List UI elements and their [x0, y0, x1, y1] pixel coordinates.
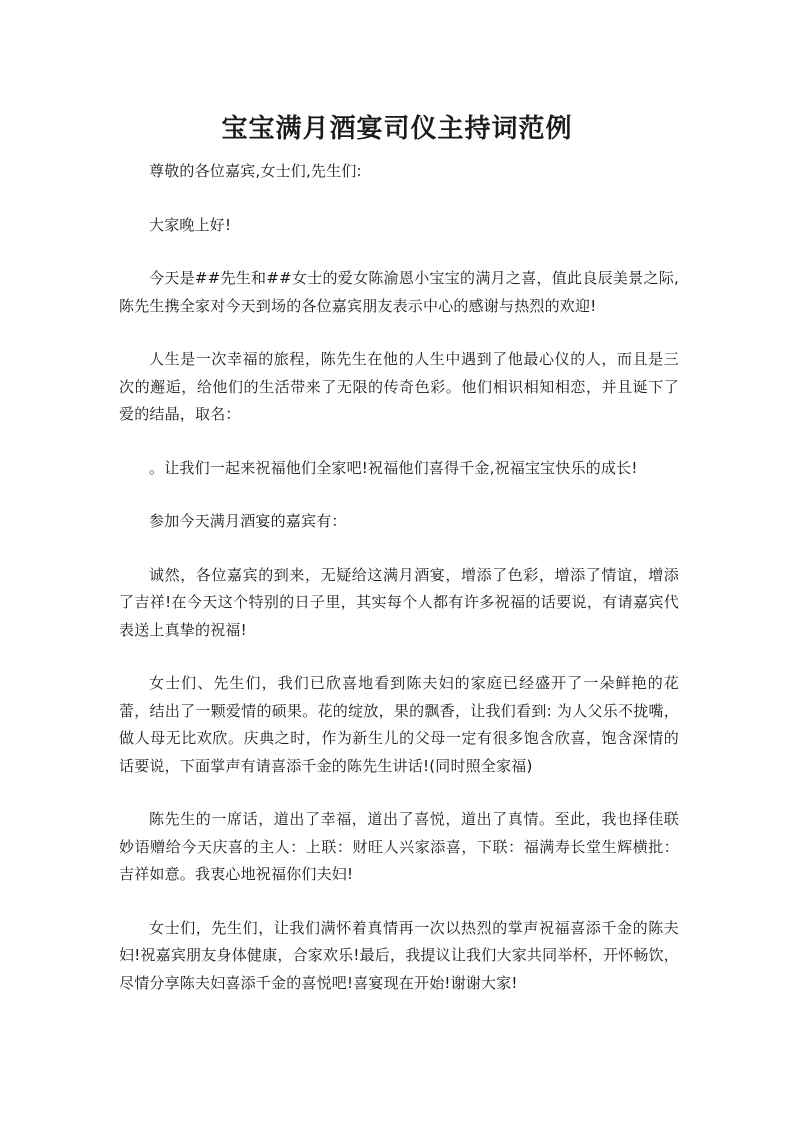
paragraph-good-evening: 大家晚上好! — [149, 215, 232, 234]
paragraph-parents-speech: 女士们、先生们，我们已欣喜地看到陈夫妇的家庭已经盛开了一朵鲜艳的花蕾，结出了一颗爱情的硕果。花的绽放，果的飘香，让我们看到: 为人父乐不拢嘴，做人母无比欢欣。庆典之时，作为新生儿的父母一定有很多饱含欣喜，饱含深情的话要说，下面掌声有请喜添千金的陈先生讲话!(同时照全家福) — [119, 674, 679, 775]
paragraph-guest-wishes: 诚然，各位嘉宾的到来，无疑给这满月酒宴，增添了色彩，增添了情谊，增添了吉祥!在今天这个特别的日子里，其实每个人都有许多祝福的话要说，有请嘉宾代表送上真挚的祝福! — [119, 565, 679, 639]
document-title: 宝宝满月酒宴司仪主持词范例 — [221, 114, 573, 144]
document-body — [119, 158, 679, 1023]
paragraph-couplet: 陈先生的一席话，道出了幸福，道出了喜悦，道出了真情。至此，我也择佳联妙语赠给今天庆喜的主人：上联：财旺人兴家添喜，下联：福满寿长堂生辉横批：吉祥如意。我衷心地祝福你们夫妇! — [119, 810, 679, 883]
paragraph-closing: 女士们，先生们，让我们满怀着真情再一次以热烈的掌声祝福喜添千金的陈夫妇!祝嘉宾朋友身体健康，合家欢乐!最后，我提议让我们大家共同举杯，开怀畅饮，尽情分享陈夫妇喜添千金的喜悦吧!喜宴现在开始!谢谢大家! — [119, 918, 679, 992]
paragraph-blessing: 。让我们一起来祝福他们全家吧!祝福他们喜得千金,祝福宝宝快乐的成长! — [149, 458, 638, 477]
paragraph-life-journey: 人生是一次幸福的旅程，陈先生在他的人生中遇到了他最心仪的人，而且是三次的邂逅，给他们的生活带来了无限的传奇色彩。他们相识相知相恋，并且诞下了爱的结晶，取名： — [119, 350, 679, 423]
paragraph-introduction: 今天是##先生和##女士的爱女陈渝恩小宝宝的满月之喜，值此良辰美景之际,陈先生携全家对今天到场的各位嘉宾朋友表示中心的感谢与热烈的欢迎! — [119, 269, 679, 315]
paragraph-guests: 参加今天满月酒宴的嘉宾有： — [149, 512, 347, 530]
paragraph-greeting: 尊敬的各位嘉宾,女士们,先生们: — [149, 162, 362, 180]
